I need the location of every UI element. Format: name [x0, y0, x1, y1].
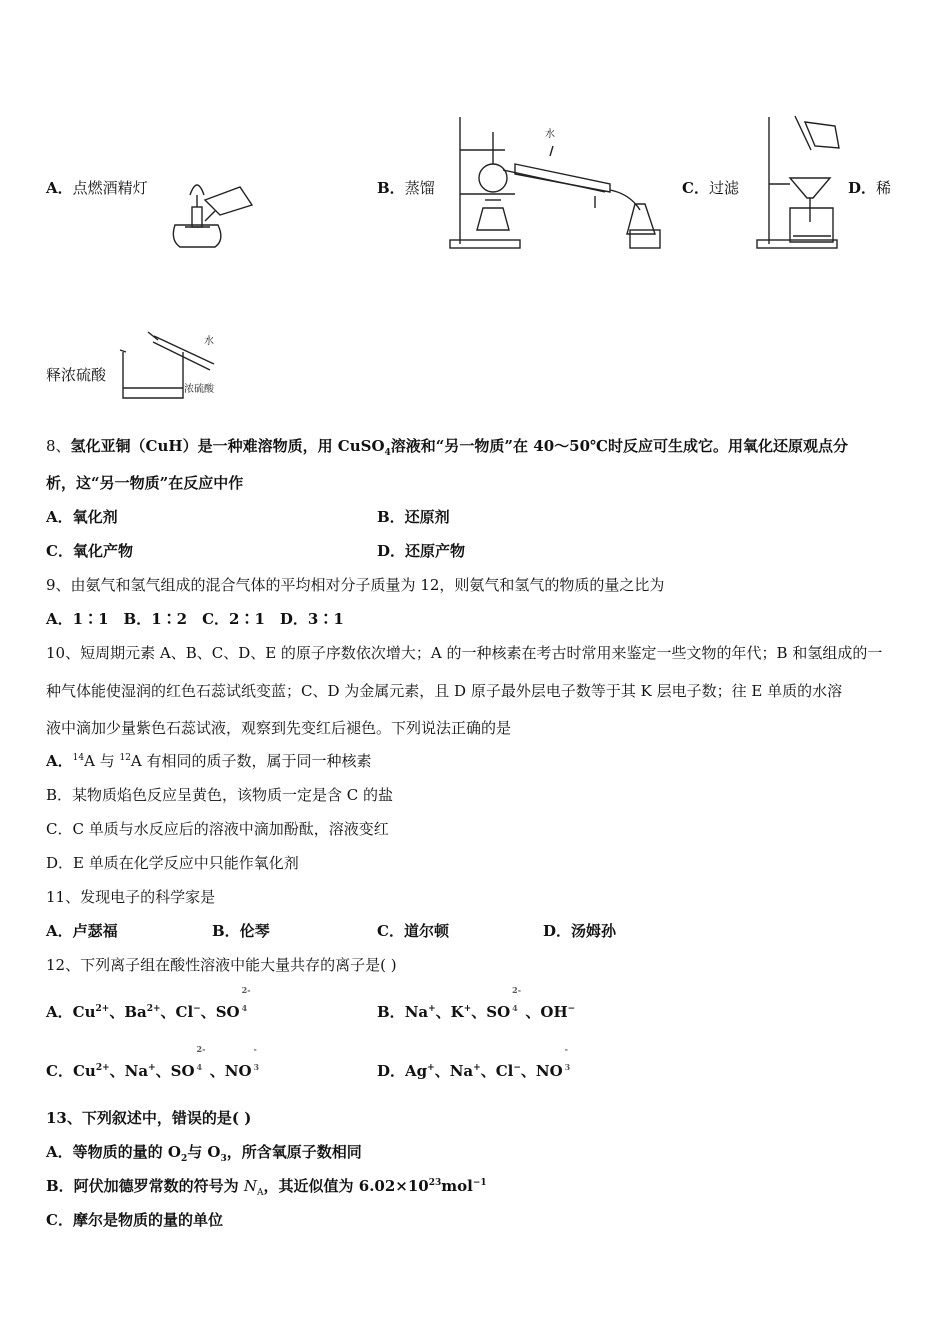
q11-option-c: C．道尔顿 — [377, 922, 449, 940]
conc-acid-label: 浓硫酸 — [184, 384, 214, 395]
q12-option-d: D．Ag+、Na+、Cl−、NO - 3 — [377, 1044, 571, 1080]
q11-option-a: A．卢瑟福 — [46, 922, 118, 940]
q10-option-b: B．某物质焰色反应呈黄色，该物质一定是含 C 的盐 — [46, 786, 394, 804]
q9-options: A．1∶1 B．1∶2 C．2∶1 D．3∶1 — [46, 610, 344, 628]
q13-option-c: C．摩尔是物质的量的单位 — [46, 1211, 223, 1229]
q10-stem-line1: 10、短周期元素 A、B、C、D、E 的原子序数依次增大；A 的一种核素在考古时常用来鉴定一些文物的年代；B 和氢组成的一 — [46, 644, 883, 662]
q7-option-a: A．点燃酒精灯 — [46, 179, 148, 197]
q8-option-d: D．还原产物 — [377, 542, 466, 560]
distillation-apparatus-figure — [445, 112, 665, 252]
q13-option-a: A．等物质的量的 $O_2$与 $O_3$，所含氧原子数相同 — [46, 1143, 362, 1164]
q13-option-b: B．阿伏加德罗常数的符号为 $N_A$，其近似值为 $6.02\times 10^{23}mol^{-1}$ — [46, 1177, 487, 1198]
q10-option-c: C．C 单质与水反应后的溶液中滴加酚酞，溶液变红 — [46, 820, 389, 838]
q7-option-d-continued: 释浓硫酸 — [46, 366, 107, 384]
q8-option-c: C．氧化产物 — [46, 542, 133, 560]
filtration-apparatus-figure — [755, 112, 845, 252]
q9-stem: 9、由氨气和氢气组成的混合气体的平均相对分子质量为 12，则氨气和氢气的物质的量之比为 — [46, 576, 665, 594]
q7-option-b: B．蒸馏 — [377, 179, 435, 197]
q8-stem-line2: 析，这“另一物质”在反应中作 — [46, 474, 244, 492]
water-label-distill: 水 — [545, 129, 555, 140]
q8-option-b: B．还原剂 — [377, 508, 450, 526]
q10-option-d: D．E 单质在化学反应中只能作氧化剂 — [46, 854, 299, 872]
water-label-dilute: 水 — [204, 336, 214, 347]
q8-option-a: A．氧化剂 — [46, 508, 118, 526]
q7-option-d: D．稀 — [848, 179, 892, 197]
q12-option-b: B．Na+、K+、SO 2- 4 、OH− — [377, 985, 576, 1021]
q11-stem: 11、发现电子的科学家是 — [46, 888, 216, 906]
q11-option-b: B．伦琴 — [212, 922, 270, 940]
q7-option-c: C．过滤 — [682, 179, 739, 197]
q11-option-d: D．汤姆孙 — [543, 922, 617, 940]
q13-stem: 13、下列叙述中，错误的是( ) — [46, 1109, 252, 1127]
q10-stem-line2: 种气体能使湿润的红色石蕊试纸变蓝；C、D 为金属元素，且 D 原子最外层电子数等于其 K 层电子数；往 E 单质的水溶 — [46, 682, 843, 700]
q10-stem-line3: 液中滴加少量紫色石蕊试液，观察到先变红后褪色。下列说法正确的是 — [46, 719, 512, 737]
q12-option-c: C．$Cu^{2+}$、Na+、SO 2- 4 、NO - 3 — [46, 1044, 260, 1080]
q12-stem: 12、下列离子组在酸性溶液中能大量共存的离子是( ) — [46, 956, 397, 974]
q10-option-a: A．$^{14}$A 与 $^{12}$A 有相同的质子数，属于同一种核素 — [46, 752, 372, 770]
alcohol-lamp-lighting-figure — [160, 165, 260, 255]
q8-stem-line1: 8、氢化亚铜（CuH）是一种难溶物质，用 CuSO$_4$溶液和“另一物质”在 40～50℃时反应可生成它。用氧化还原观点分 — [46, 437, 848, 458]
q12-option-a: A．$Cu^{2+}$、$Ba^{2+}$、Cl−、SO 2- 4 — [46, 985, 251, 1021]
dilute-sulfuric-acid-figure — [118, 330, 228, 405]
